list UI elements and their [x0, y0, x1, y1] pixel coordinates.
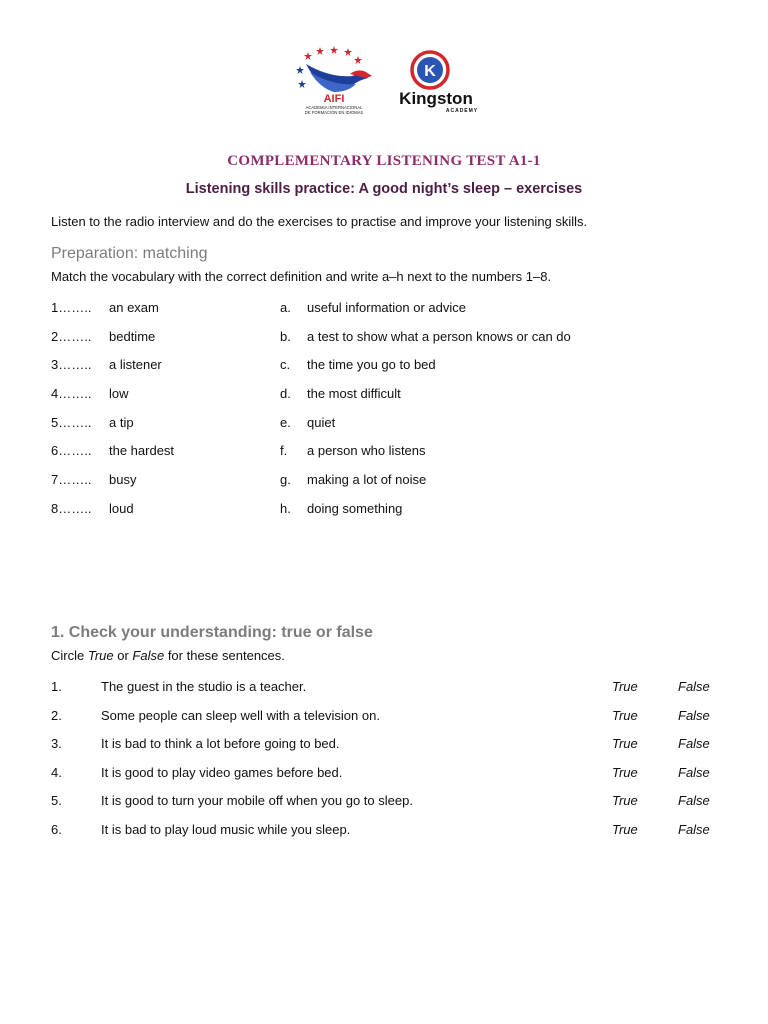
- preparation-heading: Preparation: matching: [51, 245, 208, 262]
- matching-number[interactable]: 2……..: [51, 328, 92, 344]
- true-false-row: [51, 793, 731, 822]
- svg-text:ACADEMIA INTERNACIONAL: ACADEMIA INTERNACIONAL: [305, 105, 363, 110]
- false-option[interactable]: False: [678, 793, 710, 808]
- matching-row: [51, 329, 671, 358]
- false-option[interactable]: False: [678, 679, 710, 694]
- matching-letter: c.: [280, 357, 291, 373]
- statement-number: 1.: [51, 679, 62, 694]
- matching-word: busy: [109, 472, 137, 488]
- statement-text: It is bad to think a lot before going to bed.: [101, 736, 340, 751]
- false-option[interactable]: False: [678, 821, 710, 837]
- matching-letter: a.: [280, 300, 291, 315]
- page-title: COMPLEMENTARY LISTENING TEST A1-1: [227, 153, 541, 169]
- matching-number[interactable]: 4……..: [51, 386, 92, 402]
- true-false-row: [51, 822, 731, 851]
- matching-row: [51, 415, 671, 444]
- matching-number[interactable]: 1……..: [51, 300, 92, 315]
- true-option[interactable]: True: [612, 679, 638, 694]
- matching-number[interactable]: 6……..: [51, 443, 92, 459]
- statement-number: 2.: [51, 707, 62, 723]
- matching-letter: h.: [280, 500, 291, 516]
- matching-definition: the time you go to bed: [307, 357, 436, 373]
- matching-word: bedtime: [109, 328, 156, 344]
- statement-number: 4.: [51, 764, 62, 780]
- matching-row: [51, 357, 671, 386]
- true-false-row: [51, 679, 731, 708]
- true-option[interactable]: True: [612, 707, 638, 723]
- svg-text:Kingston: Kingston: [399, 89, 473, 108]
- matching-number[interactable]: 8……..: [51, 500, 92, 516]
- page-subtitle: Listening skills practice: A good night’s sleep – exercises: [185, 181, 583, 197]
- matching-word: an exam: [109, 300, 159, 315]
- check-instruction: Circle True or False for these sentences.: [51, 648, 285, 663]
- matching-row: [51, 472, 671, 501]
- false-option[interactable]: False: [678, 736, 710, 751]
- true-option[interactable]: True: [612, 736, 638, 751]
- preparation-instruction: Match the vocabulary with the correct definition and write a–h next to the numbers 1–8.: [51, 269, 552, 284]
- false-option[interactable]: False: [678, 764, 710, 780]
- aifi-logo: [294, 44, 374, 116]
- matching-definition: useful information or advice: [307, 300, 466, 315]
- matching-definition: making a lot of noise: [307, 472, 427, 488]
- true-false-row: [51, 736, 731, 765]
- matching-definition: quiet: [307, 414, 336, 430]
- matching-row: [51, 386, 671, 415]
- true-false-row: [51, 708, 731, 737]
- matching-row: [51, 501, 671, 530]
- statement-text: It is good to play video games before bed.: [101, 764, 343, 780]
- statement-text: It is bad to play loud music while you sleep.: [101, 821, 351, 837]
- svg-text:ACADEMY: ACADEMY: [445, 108, 479, 114]
- svg-text:AIFI: AIFI: [323, 93, 345, 105]
- matching-word: a listener: [109, 357, 162, 373]
- true-false-row: [51, 765, 731, 794]
- statement-number: 5.: [51, 793, 62, 808]
- statement-text: It is good to turn your mobile off when you go to sleep.: [101, 793, 413, 808]
- matching-letter: b.: [280, 328, 291, 344]
- matching-word: low: [109, 386, 129, 402]
- matching-definition: a person who listens: [307, 443, 426, 459]
- kingston-academy-logo: [388, 48, 484, 116]
- matching-number[interactable]: 5……..: [51, 414, 92, 430]
- matching-letter: e.: [280, 414, 291, 430]
- statement-number: 6.: [51, 821, 62, 837]
- svg-text:DE FORMACIÓN EN IDIOMAS: DE FORMACIÓN EN IDIOMAS: [304, 110, 364, 115]
- false-option[interactable]: False: [678, 707, 710, 723]
- matching-list: [51, 300, 671, 530]
- true-false-list: [51, 679, 731, 850]
- matching-number[interactable]: 7……..: [51, 472, 92, 488]
- true-option[interactable]: True: [612, 821, 638, 837]
- matching-definition: a test to show what a person knows or can do: [307, 328, 571, 344]
- matching-letter: g.: [280, 472, 291, 488]
- matching-letter: d.: [280, 386, 291, 402]
- header-logos: [294, 44, 484, 118]
- true-option[interactable]: True: [612, 793, 638, 808]
- statement-number: 3.: [51, 736, 62, 751]
- check-heading: 1. Check your understanding: true or false: [51, 624, 373, 641]
- svg-text:K: K: [424, 63, 436, 80]
- matching-definition: doing something: [307, 500, 403, 516]
- matching-word: loud: [109, 500, 134, 516]
- statement-text: Some people can sleep well with a television on.: [101, 707, 380, 723]
- matching-word: the hardest: [109, 443, 175, 459]
- matching-definition: the most difficult: [307, 386, 401, 402]
- matching-row: [51, 300, 671, 329]
- intro-text: Listen to the radio interview and do the exercises to practise and improve your listening skills.: [51, 214, 588, 229]
- statement-text: The guest in the studio is a teacher.: [101, 679, 307, 694]
- matching-letter: f.: [280, 443, 288, 459]
- matching-number[interactable]: 3……..: [51, 357, 92, 373]
- true-option[interactable]: True: [612, 764, 638, 780]
- matching-word: a tip: [109, 414, 134, 430]
- matching-row: [51, 443, 671, 472]
